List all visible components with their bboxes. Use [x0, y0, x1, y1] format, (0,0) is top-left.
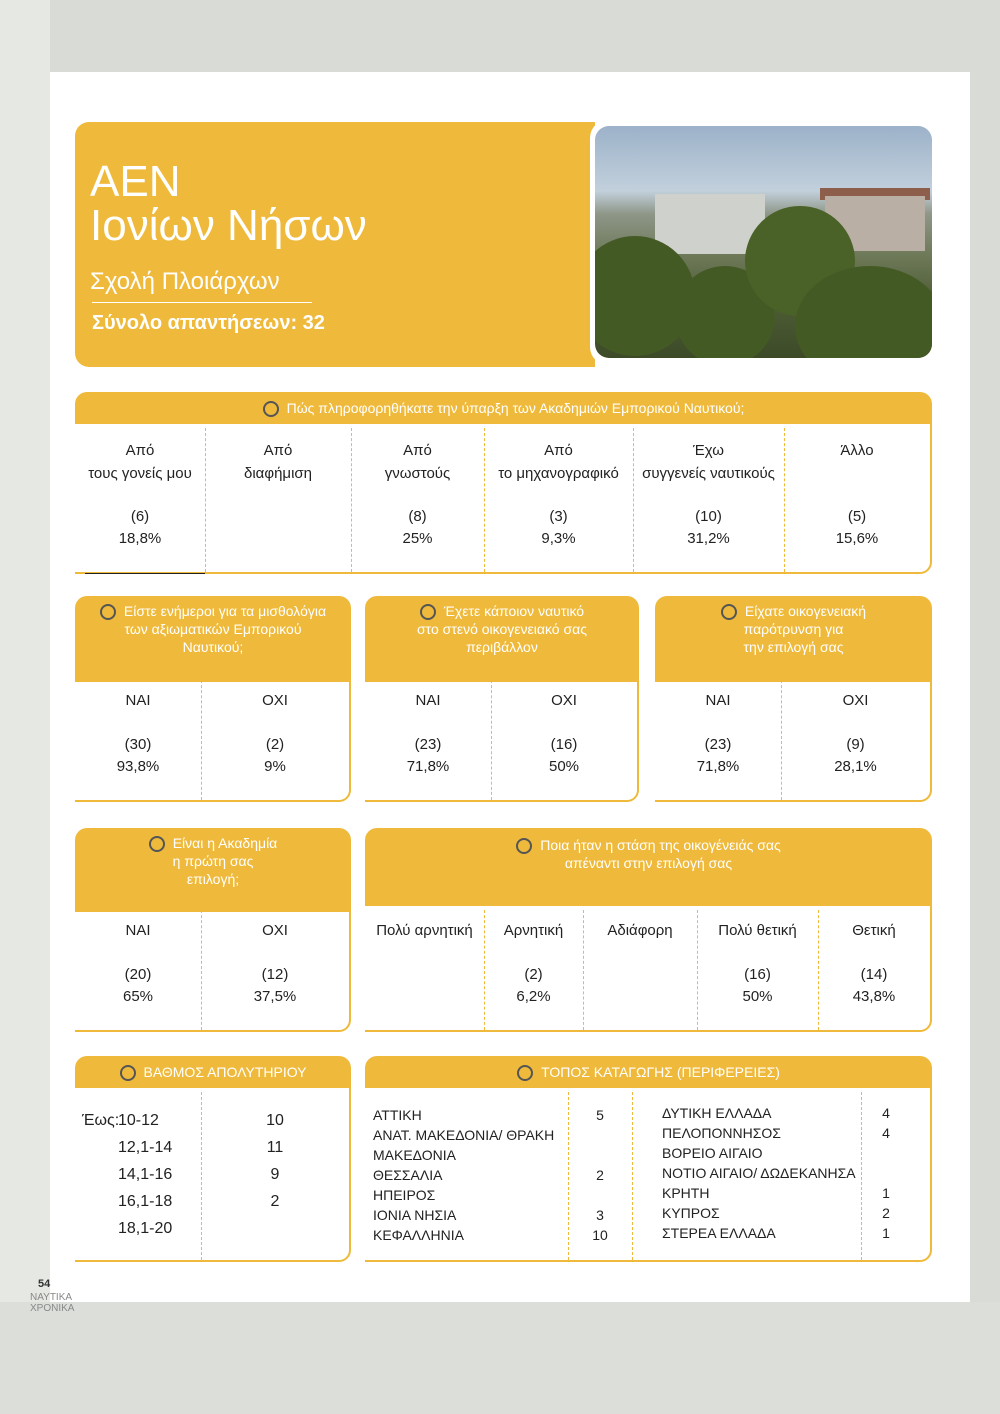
q6-col-label: Πολύ θετική — [718, 922, 797, 939]
origin-title: ΤΟΠΟΣ ΚΑΤΑΓΩΓΗΣ (ΠΕΡΙΦΕΡΕΙΕΣ) — [541, 1064, 780, 1080]
grade-range: 12,1-14 — [118, 1139, 173, 1156]
header-title — [90, 157, 367, 250]
q1-col-label1: Από — [263, 442, 293, 459]
circle-bullet-icon — [120, 1065, 136, 1081]
q5-no-label: ΟΧΙ — [262, 922, 288, 939]
q1-divider — [484, 428, 485, 572]
origin-region: ΚΡΗΤΗ — [662, 1185, 710, 1201]
q4-no-pct: 28,1% — [834, 758, 877, 775]
q1-baseline — [85, 573, 205, 574]
q1-col-label1: Από — [544, 442, 573, 459]
q3-no-label: ΟΧΙ — [551, 692, 577, 709]
origin-count: 2 — [882, 1205, 890, 1221]
origin-count: 1 — [882, 1225, 890, 1241]
q4-question-l3: την επιλογή σας — [743, 639, 844, 656]
q6-question-l2: απέναντι στην επιλογή σας — [564, 855, 733, 872]
q1-col-label2: τους γονείς μου — [88, 465, 192, 482]
q6-col-pct: 50% — [742, 988, 773, 1005]
q1-col-label2: συγγενείς ναυτικούς — [642, 465, 775, 482]
q4-no-label: ΟΧΙ — [842, 692, 869, 709]
origin-region: ΘΕΣΣΑΛΙΑ — [373, 1167, 443, 1183]
circle-bullet-icon — [100, 604, 116, 620]
q1-col-pct: 25% — [402, 530, 433, 547]
grade-range: 14,1-16 — [118, 1166, 173, 1183]
q5-no-count: (12) — [261, 966, 289, 983]
q6-divider — [697, 910, 698, 1030]
q6-divider — [583, 910, 584, 1030]
origin-count: 3 — [596, 1207, 604, 1223]
origin-region: ΑΝΑΤ. ΜΑΚΕΔΟΝΙΑ/ ΘΡΑΚΗ — [373, 1127, 555, 1143]
q6-col-label: Θετική — [852, 922, 896, 939]
origin-region: ΣΤΕΡΕΑ ΕΛΛΑΔΑ — [662, 1225, 776, 1241]
q5-question-l2: η πρώτη σας — [172, 853, 254, 870]
q4-no-count: (9) — [846, 736, 865, 753]
q4-yes-pct: 71,8% — [696, 758, 740, 775]
origin-region: ΔΥΤΙΚΗ ΕΛΛΑΔΑ — [662, 1105, 772, 1121]
q4-question-l2: παρότρυνση για — [743, 621, 844, 638]
q1-col-label2: διαφήμιση — [244, 465, 312, 482]
grade-range: 18,1-20 — [118, 1220, 173, 1237]
q1-header — [75, 392, 932, 424]
q1-col-count: (5) — [847, 508, 867, 525]
q6-col-label: Αρνητική — [503, 922, 564, 939]
q2-no-pct: 9% — [264, 758, 286, 775]
origin-region: ΑΤΤΙΚΗ — [373, 1107, 422, 1123]
q2-yes-pct: 93,8% — [116, 758, 160, 775]
grade-value: 9 — [270, 1166, 280, 1183]
origin-region: ΠΕΛΟΠΟΝΝΗΣΟΣ — [662, 1125, 781, 1141]
q6-col-count: (14) — [860, 966, 888, 983]
q1-divider — [633, 428, 634, 572]
q1-col-count: (10) — [695, 508, 722, 525]
q2-yes-label: ΝΑΙ — [125, 692, 151, 709]
q1-col-pct: 31,2% — [687, 530, 730, 547]
q6-col-pct: 43,8% — [852, 988, 896, 1005]
title-line1: ΑΕΝ — [90, 157, 181, 206]
q3-question-l3: περιβάλλον — [466, 639, 538, 656]
q6-col-count: (2) — [524, 966, 543, 983]
q1-col-count: (8) — [408, 508, 427, 525]
header-divider — [92, 302, 312, 303]
circle-bullet-icon — [516, 838, 532, 854]
grade-value: 2 — [270, 1193, 280, 1210]
q2-question-l1: Είστε ενήμεροι για τα μισθολόγια — [123, 603, 327, 619]
q4-yes-count: (23) — [704, 736, 732, 753]
q6-col-label: Αδιάφορη — [607, 922, 673, 939]
origin-count: 5 — [596, 1107, 604, 1123]
q2-no-count: (2) — [265, 736, 285, 753]
q1-divider — [784, 428, 785, 572]
q3-yes-label: ΝΑΙ — [415, 692, 441, 709]
school-name: Σχολή Πλοιάρχων — [90, 268, 280, 295]
page-edge-bottom — [0, 1302, 1000, 1414]
q2-header — [75, 596, 351, 682]
origin-count: 4 — [882, 1125, 890, 1141]
q1-question: Πώς πληροφορηθήκατε την ύπαρξη των Ακαδημιών Εμπορικού Ναυτικού; — [286, 400, 745, 416]
origin-region: ΜΑΚΕΔΟΝΙΑ — [373, 1147, 456, 1163]
q2-yes-count: (30) — [124, 736, 152, 753]
q1-col-pct: 9,3% — [541, 530, 576, 547]
q5-yes-label: ΝΑΙ — [125, 922, 151, 939]
q5-question-l1: Είναι η Ακαδημία — [172, 835, 278, 851]
grade-title: ΒΑΘΜΟΣ ΑΠΟΛΥΤΗΡΙΟΥ — [143, 1064, 307, 1080]
q1-divider — [351, 428, 352, 572]
q2-question-l2: των αξιωματικών Εμπορικού — [124, 621, 302, 638]
q3-yes-count: (23) — [414, 736, 442, 753]
origin-region: ΚΕΦΑΛΛΗΝΙΑ — [373, 1227, 464, 1243]
origin-region: ΙΟΝΙΑ ΝΗΣΙΑ — [373, 1207, 457, 1223]
magazine-name — [30, 1292, 75, 1314]
q4-question-l1: Είχατε οικογενειακή — [744, 603, 867, 619]
q1-col-label2: το μηχανογραφικό — [498, 465, 619, 482]
q1-col-count: (6) — [130, 508, 150, 525]
title-line2: Ιονίων Νήσων — [90, 201, 367, 250]
origin-count: 4 — [882, 1105, 890, 1121]
page-number: 54 — [38, 1278, 51, 1290]
q1-col-label1: Έχω — [693, 442, 724, 459]
origin-region: ΗΠΕΙΡΟΣ — [373, 1187, 436, 1203]
q6-col-count: (16) — [744, 966, 771, 983]
q6-divider — [818, 910, 819, 1030]
q4-header — [655, 596, 932, 682]
origin-header — [365, 1056, 932, 1088]
magazine-name-l2: ΧΡΟΝΙΚΑ — [30, 1303, 75, 1314]
origin-region: ΚΥΠΡΟΣ — [662, 1205, 720, 1221]
q1-divider — [205, 428, 206, 572]
grade-value: 10 — [266, 1112, 284, 1129]
q5-no-pct: 37,5% — [253, 988, 297, 1005]
header-band — [415, 122, 595, 367]
total-responses: Σύνολο απαντήσεων: 32 — [92, 312, 325, 334]
q6-question-l1: Ποια ήταν η στάση της οικογένειάς σας — [540, 837, 781, 853]
academy-photo — [595, 126, 932, 358]
circle-bullet-icon — [149, 836, 165, 852]
page-edge-left — [0, 0, 50, 1414]
circle-bullet-icon — [721, 604, 737, 620]
q3-no-pct: 50% — [548, 758, 580, 775]
circle-bullet-icon — [263, 401, 279, 417]
q1-col-pct: 15,6% — [835, 530, 879, 547]
circle-bullet-icon — [420, 604, 436, 620]
q4-yes-label: ΝΑΙ — [705, 692, 731, 709]
grade-range: 16,1-18 — [118, 1193, 173, 1210]
q3-question-l2: στο στενό οικογενειακό σας — [417, 621, 587, 638]
q5-header — [75, 828, 351, 912]
q3-header — [365, 596, 639, 682]
q3-question-l1: Έχετε κάποιον ναυτικό — [443, 603, 585, 619]
q3-no-count: (16) — [550, 736, 578, 753]
grade-prefix: Έως: — [82, 1112, 120, 1129]
origin-region: ΝΟΤΙΟ ΑΙΓΑΙΟ/ ΔΩΔΕΚΑΝΗΣΑ — [662, 1165, 856, 1181]
magazine-name-l1: ΝΑΥΤΙΚΑ — [30, 1292, 73, 1303]
q6-col-pct: 6,2% — [516, 988, 551, 1005]
q1-col-pct: 18,8% — [118, 530, 162, 547]
origin-count: 2 — [596, 1167, 604, 1183]
grade-value: 11 — [266, 1139, 284, 1156]
q2-no-label: ΟΧΙ — [262, 692, 288, 709]
q2-question-l3: Ναυτικού; — [182, 639, 244, 656]
q1-col-label1: Από — [125, 442, 155, 459]
q6-divider — [484, 910, 485, 1030]
grade-header — [75, 1056, 351, 1088]
q5-question-l3: επιλογή; — [186, 871, 240, 888]
origin-region: ΒΟΡΕΙΟ ΑΙΓΑΙΟ — [662, 1145, 763, 1161]
q6-col-label: Πολύ αρνητική — [376, 922, 473, 939]
q1-col-label1: Άλλο — [840, 442, 874, 459]
q5-yes-pct: 65% — [122, 988, 154, 1005]
q3-yes-pct: 71,8% — [406, 758, 450, 775]
grade-range: 10-12 — [118, 1112, 159, 1129]
q1-col-label2: γνωστούς — [384, 465, 451, 482]
origin-divider-2 — [632, 1092, 633, 1260]
circle-bullet-icon — [517, 1065, 533, 1081]
origin-count: 1 — [882, 1185, 890, 1201]
q1-col-count: (3) — [549, 508, 568, 525]
origin-count: 10 — [592, 1227, 608, 1243]
q1-col-label1: Από — [403, 442, 432, 459]
q6-header — [365, 828, 932, 906]
q5-yes-count: (20) — [124, 966, 152, 983]
